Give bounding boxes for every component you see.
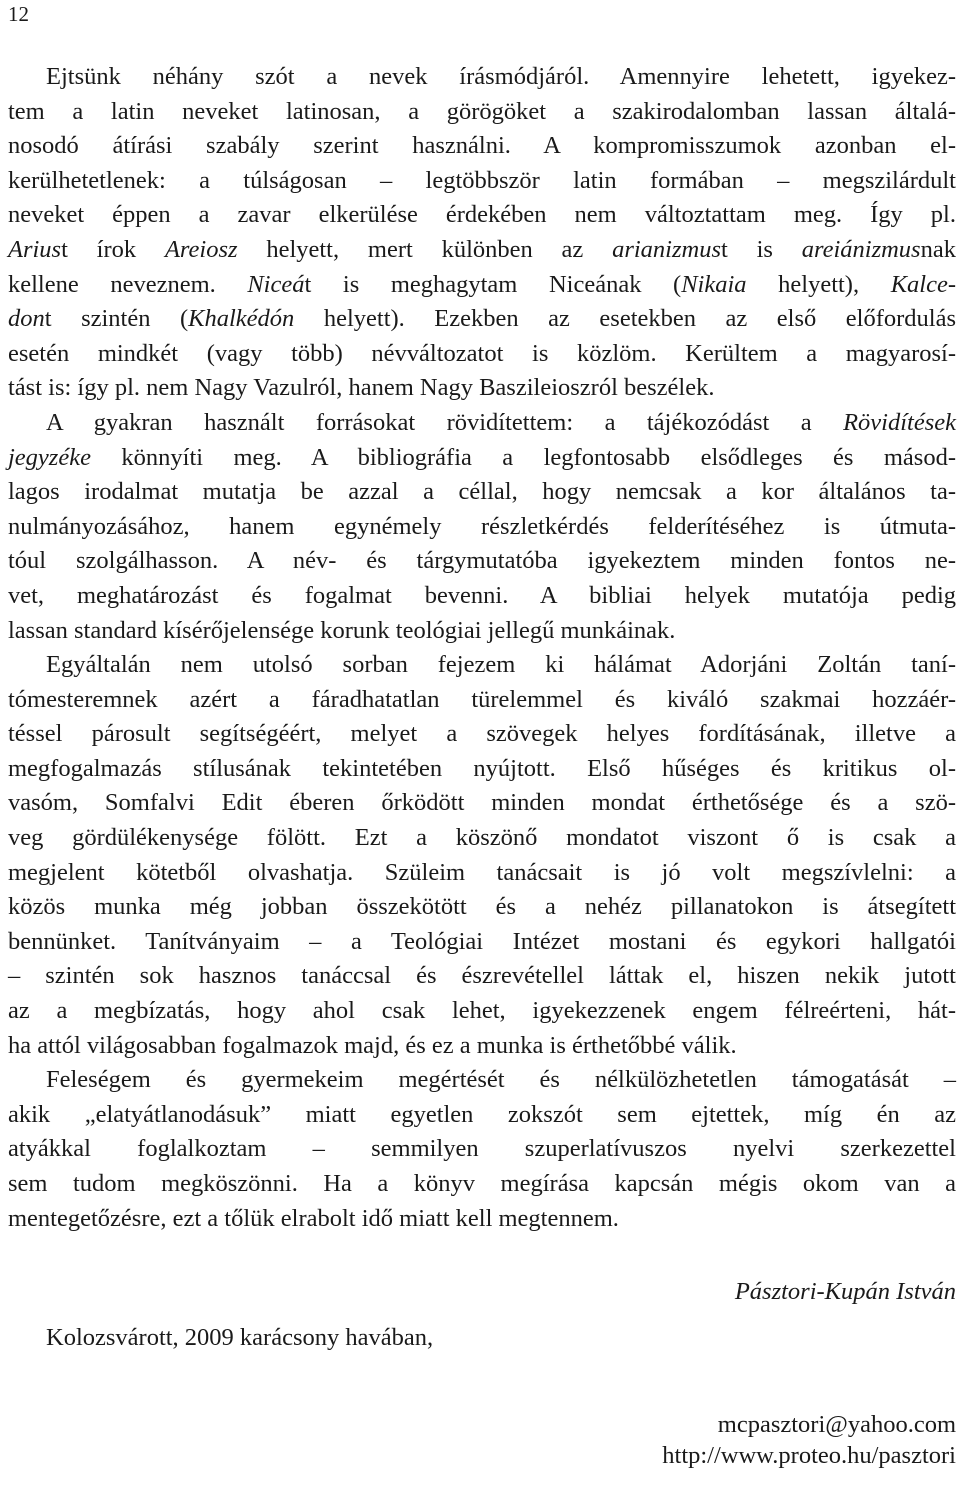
paragraph-thanks xyxy=(8,648,956,1063)
text-line: megfogalmazás stílusának tekintetében nyújtott. Első hűséges és kritikus ol- xyxy=(8,754,956,782)
text-run: t is xyxy=(721,235,802,263)
text-line: az a megbízatás, hogy ahol csak lehet, igyekezzenek engem félreérteni, hát- xyxy=(8,997,956,1025)
text-line: ha attól világosabban fogalmazok majd, és ez a munka is érthetőbbé válik. xyxy=(8,1031,737,1059)
text-run: könnyíti meg. A bibliográfia a legfontosabb elsődleges és másod- xyxy=(90,443,956,471)
text-line: neveket éppen a zavar elkerülése érdekében nem változtattam meg. Így pl. xyxy=(8,201,956,229)
text-line: vasóm, Somfalvi Edit éberen őrködött minden mondat érthetősége és a szö- xyxy=(8,789,956,817)
text-line: lagos irodalmat mutatja be azzal a céllal, hogy nemcsak a kor általános ta- xyxy=(8,478,956,506)
author-contact xyxy=(662,1409,956,1471)
text-line: nulmányozásához, hanem egynémely részletkérdés felderítéséhez is útmuta- xyxy=(8,512,956,540)
text-line: – szintén sok hasznos tanáccsal és észrevétellel láttak el, hiszen nekik jutott xyxy=(8,962,956,990)
italic-term: don xyxy=(8,305,45,333)
text-line xyxy=(8,268,956,303)
text-run: helyett). Ezekben az esetekben az első előfordulás xyxy=(294,305,956,333)
text-line: Feleségem és gyermekeim megértését és nélkülözhetetlen támogatását – xyxy=(46,1066,956,1094)
text-line: veg gördülékenysége fölött. Ezt a köszönő mondatot viszont ő is csak a xyxy=(8,824,956,852)
closing-place-date: Kolozsvárott, 2009 karácsony havában, xyxy=(46,1324,434,1351)
text-line: megjelent kötetből olvashatja. Szüleim tanácsait is jó volt megszívlelni: a xyxy=(8,858,956,886)
body-text xyxy=(8,60,956,1236)
text-line: sem tudom megköszönni. Ha a könyv megírása kapcsán mégis okom van a xyxy=(8,1170,956,1197)
text-line xyxy=(8,233,956,268)
italic-term: Niceá xyxy=(247,270,305,298)
text-run: kellene neveznem. xyxy=(8,270,248,298)
italic-term: Arius xyxy=(8,235,62,263)
text-line: téssel párosult segítségéért, melyet a szövegek helyes fordításának, illetve a xyxy=(8,720,956,748)
text-line: bennünket. Tanítványaim – a Teológiai Intézet mostani és egykori hallgatói xyxy=(8,927,956,955)
text-line: Ejtsünk néhány szót a nevek írásmódjáról. Amennyire lehetett, igyekez- xyxy=(46,63,956,90)
paragraph-names xyxy=(8,60,956,406)
italic-term: Kalce- xyxy=(890,270,956,298)
text-line: nosodó átírási szabály szerint használni. A kompromisszumok azonban el- xyxy=(8,132,956,160)
text-line: tást is: így pl. nem Nagy Vazulról, hanem Nagy Baszileioszról beszélek. xyxy=(8,374,715,402)
text-run: t írok xyxy=(61,235,165,263)
text-line: esetén mindkét (vagy több) névváltozatot is közlöm. Kerültem a magyarosí- xyxy=(8,339,956,367)
text-line: akik „elatyátlanodásuk” miatt egyetlen zokszót sem ejtettek, míg én az xyxy=(8,1100,956,1128)
author-signature: Pásztori-Kupán István xyxy=(734,1278,956,1305)
text-line: lassan standard kísérőjelensége korunk teológiai jellegű munkáinak. xyxy=(8,616,676,644)
paragraph-family xyxy=(8,1063,956,1236)
text-line xyxy=(8,302,956,337)
text-line: Egyáltalán nem utolsó sorban fejezem ki hálámat Adorjáni Zoltán taní- xyxy=(46,651,956,679)
text-line: atyákkal foglalkoztam – semmilyen szuperlatívuszos nyelvi szerkezettel xyxy=(8,1135,956,1163)
text-run: t szintén ( xyxy=(44,305,189,333)
text-run: nak xyxy=(920,235,956,263)
text-run: helyett, mert különben az xyxy=(237,235,613,263)
italic-term: arianizmus xyxy=(612,235,721,263)
italic-term: Areiosz xyxy=(164,235,238,263)
italic-term: jegyzéke xyxy=(8,443,91,471)
text-line: kerülhetetlenek: a túlságosan – legtöbbször latin formában – megszilárdult xyxy=(8,166,956,194)
text-run: helyett), xyxy=(746,270,891,298)
text-line: tem a latin neveket latinosan, a görögöket a szakirodalomban lassan általá- xyxy=(8,97,956,125)
text-line: tómesteremnek azért a fáradhatatlan türelemmel és kiváló szakmai hozzáér- xyxy=(8,685,956,713)
email-address: mcpasztori@yahoo.com xyxy=(717,1411,956,1438)
text-line: vet, meghatározást és fogalmat bevenni. A bibliai helyek mutatója pedig xyxy=(8,581,956,609)
italic-term: Nikaia xyxy=(681,270,747,298)
italic-term: Rövidítések xyxy=(843,408,956,436)
text-run: t is meghagytam Niceának ( xyxy=(304,270,682,298)
italic-term: Khalkédón xyxy=(188,305,295,333)
text-line xyxy=(8,406,956,441)
text-line: mentegetőzésre, ezt a tőlük elrabolt idő miatt kell megtennem. xyxy=(8,1204,619,1232)
text-run: A gyakran használt forrásokat rövidítettem: a tájékozódást a xyxy=(46,408,844,436)
paragraph-sources xyxy=(8,406,956,648)
page-number: 12 xyxy=(8,2,29,26)
italic-term: areiánizmus xyxy=(801,235,921,263)
text-line: közös munka még jobban összekötött és a nehéz pillanatokon is átsegített xyxy=(8,893,956,921)
website-url: http://www.proteo.hu/pasztori xyxy=(662,1442,956,1469)
text-line: tóul szolgálhasson. A név- és tárgymutatóba igyekeztem minden fontos ne- xyxy=(8,547,956,575)
text-line xyxy=(8,441,956,476)
